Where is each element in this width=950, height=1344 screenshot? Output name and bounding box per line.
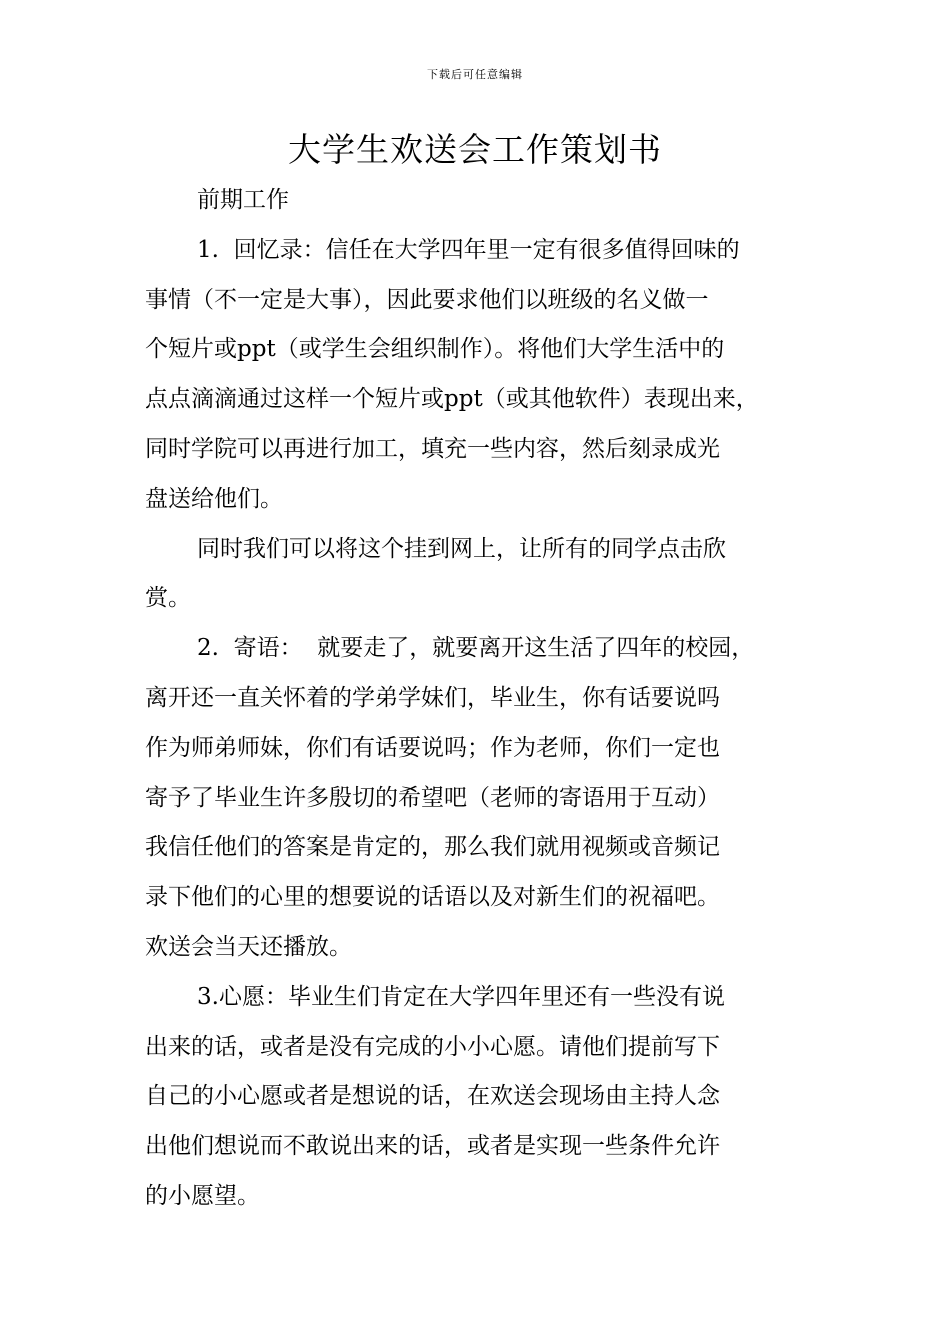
text-line: 同时学院可以再进行加工，填充一些内容，然后刻录成光 <box>145 435 720 462</box>
text-line: 个短片或ppt（或学生会组织制作）。将他们大学生活中的 <box>145 336 725 363</box>
document-title: 大学生欢送会工作策划书 <box>288 130 662 169</box>
text-line: 离开还一直关怀着的学弟学妹们，毕业生，你有话要说吗 <box>145 684 720 711</box>
document-body <box>145 176 835 1222</box>
text-line: 自己的小心愿或者是想说的话，在欢送会现场由主持人念 <box>145 1083 720 1110</box>
text-line: 赏。 <box>145 585 191 612</box>
text-line: 2. 寄语： 就要走了，就要离开这生活了四年的校园， <box>197 635 755 662</box>
text-line: 同时我们可以将这个挂到网上，让所有的同学点击欣 <box>197 535 726 562</box>
text-line: 事情（不一定是大事），因此要求他们以班级的名义做一 <box>145 286 709 313</box>
text-line: 寄予了毕业生许多殷切的希望吧（老师的寄语用于互动） <box>145 784 720 811</box>
text-line: 盘送给他们。 <box>145 485 283 512</box>
text-line: 作为师弟师妹，你们有话要说吗；作为老师，你们一定也 <box>145 734 720 761</box>
header-note: 下载后可任意编辑 <box>427 68 523 81</box>
text-line: 出他们想说而不敢说出来的话，或者是实现一些条件允许 <box>145 1133 720 1160</box>
text-line: 1. 回忆录：信任在大学四年里一定有很多值得回味的 <box>197 236 740 263</box>
text-line: 的小愿望。 <box>145 1182 260 1209</box>
text-line: 3.心愿：毕业生们肯定在大学四年里还有一些没有说 <box>197 983 725 1010</box>
text-line: 欢送会当天还播放。 <box>145 933 352 960</box>
text-line: 前期工作 <box>197 187 289 213</box>
text-line: 我信任他们的答案是肯定的，那么我们就用视频或音频记 <box>145 834 720 861</box>
text-line: 出来的话，或者是没有完成的小小心愿。请他们提前写下 <box>145 1033 720 1060</box>
text-line: 点点滴滴通过这样一个短片或ppt（或其他软件）表现出来， <box>145 386 759 413</box>
text-line: 录下他们的心里的想要说的话语以及对新生们的祝福吧。 <box>145 884 720 911</box>
